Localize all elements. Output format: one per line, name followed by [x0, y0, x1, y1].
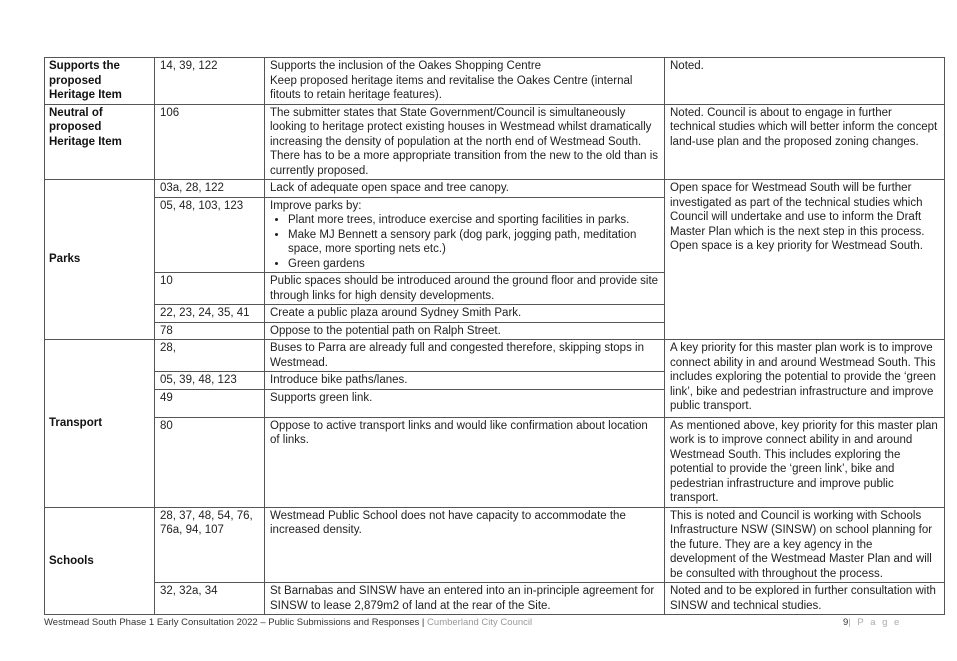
category-cell: Neutral of proposed Heritage Item	[45, 104, 155, 180]
comment-cell	[265, 197, 665, 273]
submissions-table	[44, 57, 945, 615]
comment-cell: Supports the inclusion of the Oakes Shopping Centre Keep proposed heritage items and revitalise the Oakes Centre (internal fitouts to retain heritage features).	[265, 58, 665, 105]
submission-ids: 22, 23, 24, 35, 41	[155, 305, 265, 323]
list-item: • Make MJ Bennett a sensory park (dog park, jogging path, meditation space, more sporting nets etc.)	[288, 228, 659, 257]
comment-cell: Westmead Public School does not have capacity to accommodate the increased density.	[265, 507, 665, 583]
response-cell: A key priority for this master plan work is to improve connect ability in and around Westmead South. This includes exploring the potential to provide the ‘green link’, bike and pedestrian infrastructure and improve public transport.	[665, 340, 945, 418]
comment-cell: Create a public plaza around Sydney Smith Park.	[265, 305, 665, 323]
category-cell: Supports the proposed Heritage Item	[45, 58, 155, 105]
comment-cell: Supports green link.	[265, 389, 665, 417]
page-label: | P a g e	[848, 617, 902, 628]
comment-cell: Oppose to the potential path on Ralph Street.	[265, 322, 665, 340]
submission-ids: 80	[155, 417, 265, 507]
submission-ids: 32, 32a, 34	[155, 583, 265, 615]
comment-cell: Public spaces should be introduced around the ground floor and provide site through links for high density developments.	[265, 273, 665, 305]
comment-cell: Lack of adequate open space and tree canopy.	[265, 180, 665, 198]
table-row	[45, 583, 945, 615]
submission-ids: 28, 37, 48, 54, 76, 76a, 94, 107	[155, 507, 265, 583]
comment-text: Improve parks by:	[270, 199, 362, 212]
table-row	[45, 58, 945, 105]
response-cell: Open space for Westmead South will be further investigated as part of the technical studies which Council will undertake and use to inform the Draft Master Plan which is the next step in this process. Open space is a key priority for Westmead South.	[665, 180, 945, 340]
submission-ids: 05, 39, 48, 123	[155, 372, 265, 390]
category-cell: Schools	[45, 507, 155, 615]
page-number-value: 9	[843, 617, 849, 628]
submission-ids: 03a, 28, 122	[155, 180, 265, 198]
submission-ids: 49	[155, 389, 265, 417]
submission-ids: 10	[155, 273, 265, 305]
submission-ids: 106	[155, 104, 265, 180]
response-cell: This is noted and Council is working with Schools Infrastructure NSW (SINSW) on school planning for the future. They are a key agency in the development of the Westmead Master Plan and will be consulted with throughout the process.	[665, 507, 945, 583]
comment-cell: The submitter states that State Government/Council is simultaneously looking to heritage protect existing houses in Westmead whilst dramatically increasing the density of population at the north end of Westmead South. There has to be a more appropriate transition from the new to the old than is currently proposed.	[265, 104, 665, 180]
page-footer	[44, 617, 900, 628]
response-cell: Noted.	[665, 58, 945, 105]
category-cell: Parks	[45, 180, 155, 340]
response-cell: As mentioned above, key priority for this master plan work is to improve connect ability in and around Westmead South. This includes exploring the potential to provide the ‘green link’, bike and pedestrian infrastructure and improve public transport.	[665, 417, 945, 507]
table-row	[45, 104, 945, 180]
submission-ids: 14, 39, 122	[155, 58, 265, 105]
comment-cell: Buses to Parra are already full and congested therefore, skipping stops in Westmead.	[265, 340, 665, 372]
comment-cell: Oppose to active transport links and would like confirmation about location of links.	[265, 417, 665, 507]
submission-ids: 05, 48, 103, 123	[155, 197, 265, 273]
footer-text: Westmead South Phase 1 Early Consultation 2022 – Public Submissions and Responses |	[44, 617, 428, 628]
category-cell: Transport	[45, 340, 155, 508]
table-row	[45, 340, 945, 372]
bullet-list	[270, 213, 659, 271]
list-item: • Plant more trees, introduce exercise and sporting facilities in parks.	[288, 213, 659, 228]
submission-ids: 78	[155, 322, 265, 340]
response-cell: Noted. Council is about to engage in further technical studies which will better inform the concept land-use plan and the proposed zoning changes.	[665, 104, 945, 180]
comment-cell: Introduce bike paths/lanes.	[265, 372, 665, 390]
table-row	[45, 417, 945, 507]
comment-cell: St Barnabas and SINSW have an entered into an in-principle agreement for SINSW to lease 2,879m2 of land at the rear of the Site.	[265, 583, 665, 615]
table-row	[45, 507, 945, 583]
table-row	[45, 180, 945, 198]
list-item: • Green gardens	[288, 257, 659, 272]
footer-org: Cumberland City Council	[427, 617, 533, 628]
response-cell: Noted and to be explored in further consultation with SINSW and technical studies.	[665, 583, 945, 615]
page-number	[843, 617, 901, 628]
submission-ids: 28,	[155, 340, 265, 372]
